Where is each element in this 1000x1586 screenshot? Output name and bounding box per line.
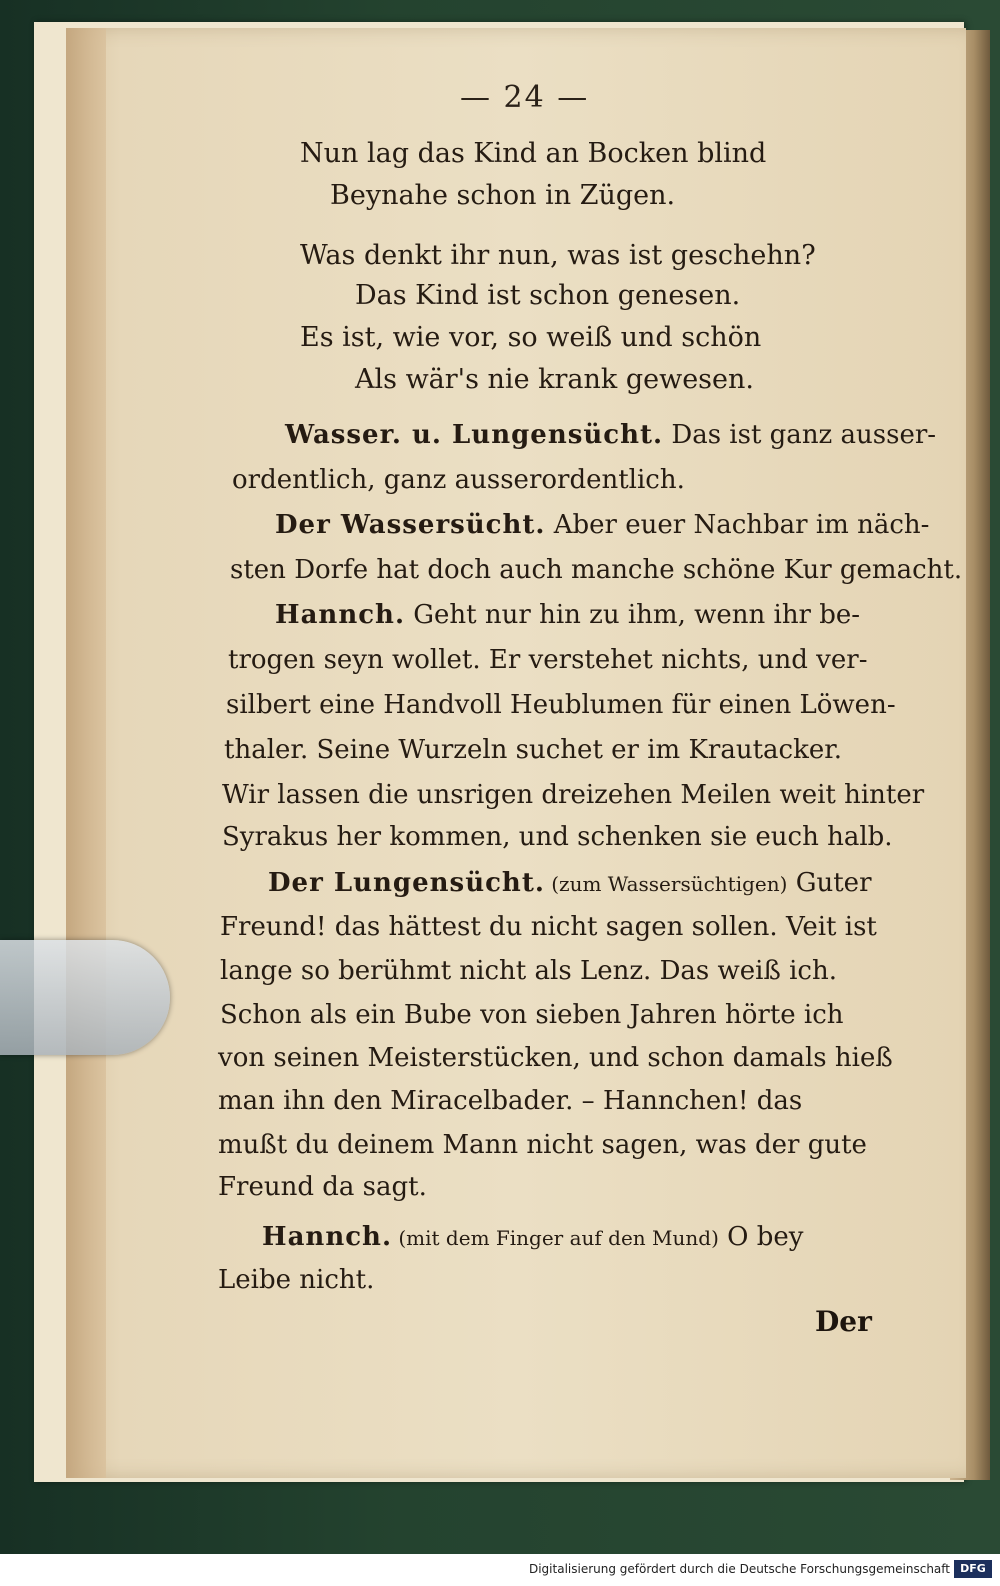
speaker-label: Der Wassersücht. [275,510,546,540]
page-marker-tab [0,940,170,1055]
prose-line: Syrakus her kommen, und schenken sie euch halb. [222,822,893,852]
catchword: Der [815,1305,872,1338]
prose-line: Wir lassen die unsrigen dreizehen Meilen weit hinter [222,780,925,810]
prose-line: von seinen Meisterstücken, und schon damals hieß [218,1043,893,1073]
prose-line: trogen seyn wollet. Er verstehet nichts, und ver- [228,645,868,675]
dfg-logo-icon: DFG [954,1560,992,1578]
prose-line: man ihn den Miracelbader. – Hannchen! das [218,1086,803,1116]
verse-line: Es ist, wie vor, so weiß und schön [300,322,762,353]
prose-line: sten Dorfe hat doch auch manche schöne Kur gemacht. [230,555,963,585]
stage-direction: (mit dem Finger auf den Mund) [392,1226,719,1250]
prose-line: Freund da sagt. [218,1172,427,1202]
prose-line: lange so berühmt nicht als Lenz. Das weiß ich. [220,956,837,986]
verse-line: Als wär's nie krank gewesen. [355,364,754,395]
speaker-label: Der Lungensücht. [268,868,545,898]
prose-line: thaler. Seine Wurzeln suchet er im Krautacker. [224,735,843,765]
prose-line: Hannch. (mit dem Finger auf den Mund) O bey [262,1222,804,1252]
prose-line: Schon als ein Bube von sieben Jahren hörte ich [220,1000,844,1030]
verse-line: Was denkt ihr nun, was ist geschehn? [300,240,816,271]
footer-credit: Digitalisierung gefördert durch die Deutsche Forschungsgemeinschaft [528,1562,950,1576]
prose-line: Leibe nicht. [218,1265,375,1295]
prose-line: Wasser. u. Lungensücht. Das ist ganz ausser- [285,420,937,450]
prose-line: Hannch. Geht nur hin zu ihm, wenn ihr be- [275,600,861,630]
page-number: — 24 — [460,80,590,115]
speaker-label: Wasser. u. Lungensücht. [285,420,664,450]
prose-line: Der Lungensücht. (zum Wassersüchtigen) Guter [268,868,872,898]
verse-line: Beynahe schon in Zügen. [330,180,676,211]
prose-line: Der Wassersücht. Aber euer Nachbar im näch- [275,510,930,540]
verse-line: Nun lag das Kind an Bocken blind [300,138,767,169]
prose-line: silbert eine Handvoll Heublumen für einen Löwen- [226,690,896,720]
speaker-label: Hannch. [262,1222,393,1252]
prose-line: Freund! das hättest du nicht sagen sollen. Veit ist [220,912,877,942]
stage-direction: (zum Wassersüchtigen) [544,872,788,896]
speaker-label: Hannch. [275,600,406,630]
prose-line: mußt du deinem Mann nicht sagen, was der gute [218,1130,867,1160]
verse-line: Das Kind ist schon genesen. [355,280,741,311]
prose-line: ordentlich, ganz ausserordentlich. [232,465,685,495]
page-gutter [66,28,106,1478]
